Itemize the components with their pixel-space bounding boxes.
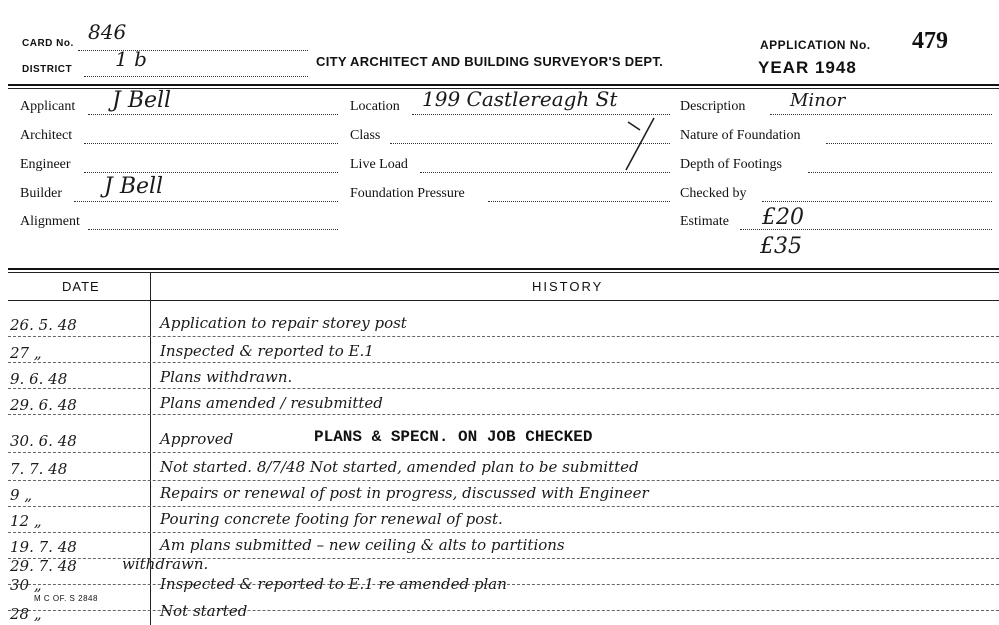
form-code: M C OF. S 2848 [34,594,98,603]
application-no-value: 479 [912,28,948,54]
builder-value: J Bell [104,174,164,199]
row-line [8,480,999,481]
dept-title: CITY ARCHITECT AND BUILDING SURVEYOR'S DEPT. [316,54,664,69]
engineer-rule [84,172,338,173]
history-date: 27 „ [10,344,42,362]
history-entry: Pouring concrete footing for renewal of post. [160,510,503,528]
row-line [8,610,999,611]
row-line [8,336,999,337]
history-entry: Plans withdrawn. [160,368,293,386]
description-rule [770,114,992,115]
row-line [8,452,999,453]
history-entry: Approved [160,430,234,448]
checked-rule [762,201,992,202]
location-value: 199 Castlereagh St [422,87,618,111]
history-entry: Repairs or renewal of post in progress, discussed with Engineer [160,484,649,502]
card-no-rule [78,50,308,51]
history-date: 9 „ [10,486,33,504]
foundation-pressure-label: Foundation Pressure [350,186,465,201]
check-mark-icon [618,112,658,174]
history-date: 7. 7. 48 [10,460,68,478]
history-date: 30 „ [10,576,42,594]
architect-label: Architect [20,128,73,143]
history-entry: Application to repair storey post [160,314,407,332]
alignment-rule [88,229,338,230]
location-label: Location [350,99,400,114]
alignment-label: Alignment [20,214,80,229]
nature-rule [826,143,992,144]
history-entry: withdrawn. [122,555,209,573]
nature-of-foundation-label: Nature of Foundation [680,128,801,143]
row-line [8,414,999,415]
estimate-rule [740,229,992,230]
engineer-label: Engineer [20,157,71,172]
history-date: 30. 6. 48 [10,432,77,450]
history-rule-top [8,268,999,270]
district-value: 1 b [115,47,147,71]
estimate-value-1: £20 [762,205,804,230]
history-entry: Not started. 8/7/48 Not started, amended plan to be submitted [160,458,639,476]
history-date: 28 „ [10,605,42,623]
row-line [8,506,999,507]
applicant-label: Applicant [20,99,76,114]
history-date: 26. 5. 48 [10,316,77,334]
description-value: Minor [790,90,846,111]
applicant-value: J Bell [112,88,172,113]
applicant-rule [88,114,338,115]
history-entry: Inspected & reported to E.1 re amended plan [160,575,507,593]
row-line [8,362,999,363]
history-date: 19. 7. 48 [10,538,77,556]
card-no-label: CARD No. [22,38,74,49]
checked-by-label: Checked by [680,186,747,201]
description-label: Description [680,99,746,114]
history-column-header: HISTORY [532,279,604,294]
depth-rule [808,172,992,173]
history-date: 12 „ [10,512,42,530]
row-line [8,388,999,389]
history-entry: Inspected & reported to E.1 [160,342,374,360]
card-no-value: 846 [88,20,127,44]
foundation-pressure-rule [488,201,670,202]
architect-rule [84,143,338,144]
history-date: 29. 6. 48 [10,396,77,414]
header-rule-top [8,84,999,86]
builder-rule [74,201,338,202]
live-load-label: Live Load [350,157,408,172]
row-line [8,532,999,533]
district-rule [84,76,308,77]
estimate-label: Estimate [680,214,729,229]
history-header-rule [8,300,999,301]
builder-label: Builder [20,186,62,201]
history-rule-top-2 [8,272,999,273]
approval-stamp: PLANS & SPECN. ON JOB CHECKED [314,428,593,446]
date-column-header: DATE [62,279,100,294]
class-label: Class [350,128,381,143]
history-entry: Am plans submitted – new ceiling & alts to partitions [160,536,565,554]
history-date: 29. 7. 48 [10,557,77,575]
district-label: DISTRICT [22,64,73,75]
history-date: 9. 6. 48 [10,370,68,388]
history-entry: Not started [160,602,248,620]
history-entry: Plans amended / resubmitted [160,394,383,412]
year-label: YEAR 1948 [758,58,857,77]
depth-of-footings-label: Depth of Footings [680,157,782,172]
estimate-value-2: £35 [760,234,802,259]
application-no-label: APPLICATION No. [760,38,871,52]
